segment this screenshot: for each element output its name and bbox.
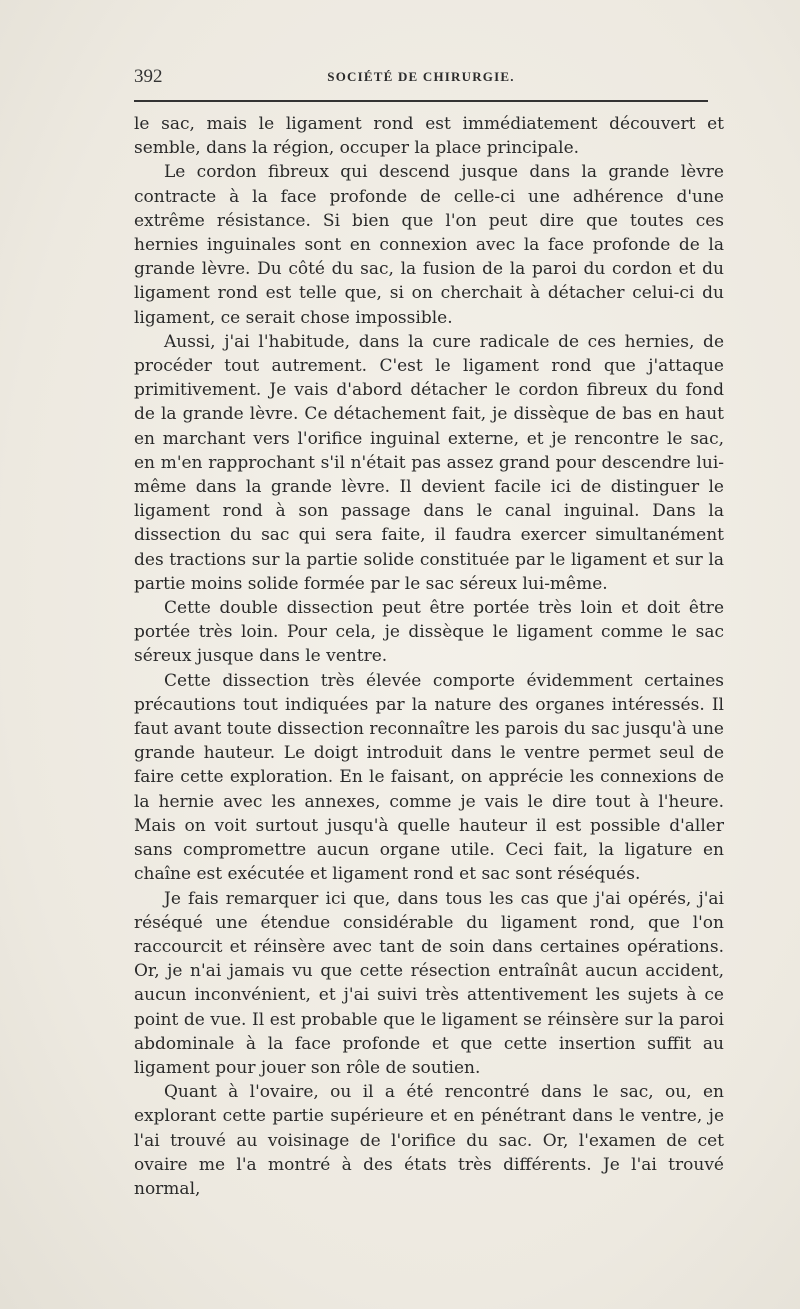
running-head: SOCIÉTÉ DE CHIRURGIE.: [327, 69, 515, 84]
page-header: [134, 66, 708, 90]
paragraph: Quant à l'ovaire, ou il a été rencontré dans le sac, ou, en explorant cette partie supérieure et en pénétrant dans le ventre, je l'ai trouvé au voisinage de l'orifice du sac. Or, l'examen de cet ovaire me l'a montré à des états très différents. Je l'ai trouvé normal,: [134, 1082, 724, 1199]
paragraph: Aussi, j'ai l'habitude, dans la cure radicale de ces hernies, de procéder tout autrement. C'est le ligament rond que j'attaque primitivement. Je vais d'abord détacher le cordon fibreux du fond de la grande lèvre. Ce détachement fait, je dissèque de bas en haut en marchant vers l'orifice inguinal externe, et je rencontre le sac, en m'en rapprochant s'il n'était pas assez grand pour descendre lui-même dans la grande lèvre. Il devient facile ici de distinguer le ligament rond à son passage dans le canal inguinal. Dans la dissection du sac qui sera faite, il faudra exercer simultanément des tractions sur la partie solide constituée par le ligament et sur la partie moins solide formée par le sac séreux lui-même.: [134, 331, 724, 594]
paragraph: Cette dissection très élevée comporte évidemment certaines précautions tout indiquées par la nature des organes intéressés. Il faut avant toute dissection reconnaître les parois du sac jusqu'à une grande hauteur. Le doigt introduit dans le ventre permet seul de faire cette exploration. En le faisant, on apprécie les connexions de la hernie avec les annexes, comme je vais le dire tout à l'heure. Mais on voit surtout jusqu'à quelle hauteur il est possible d'aller sans compromettre aucun organe utile. Ceci fait, la ligature en chaîne est exécutée et ligament rond et sac sont réséqués.: [134, 670, 724, 885]
page-number: 392: [134, 66, 163, 87]
header-rule: [134, 100, 708, 102]
paragraph-continuation: le sac, mais le ligament rond est immédiatement découvert et semble, dans la région, occuper la place principale.: [134, 114, 724, 159]
paragraph: Je fais remarquer ici que, dans tous les cas que j'ai opérés, j'ai réséqué une étendue considérable du ligament rond, que l'on raccourcit et réinsère avec tant de soin dans certaines opérations. Or, je n'ai jamais vu que cette résection entraînât aucun accident, aucun inconvénient, et j'ai suivi très attentivement les sujets à ce point de vue. Il est probable que le ligament se réinsère sur la paroi abdominale à la face profonde et que cette insertion suffit au ligament pour jouer son rôle de soutien.: [134, 888, 724, 1078]
body-text: [134, 112, 724, 1201]
paragraph: Cette double dissection peut être portée très loin et doit être portée très loin. Pour cela, je dissèque le ligament comme le sac séreux jusque dans le ventre.: [134, 598, 724, 667]
paragraph: Le cordon fibreux qui descend jusque dans la grande lèvre contracte à la face profonde de celle-ci une adhérence d'une extrême résistance. Si bien que l'on peut dire que toutes ces hernies inguinales sont en connexion avec la face profonde de la grande lèvre. Du côté du sac, la fusion de la paroi du cordon et du ligament rond est telle que, si on cherchait à détacher celui-ci du ligament, ce serait chose impossible.: [134, 162, 724, 328]
